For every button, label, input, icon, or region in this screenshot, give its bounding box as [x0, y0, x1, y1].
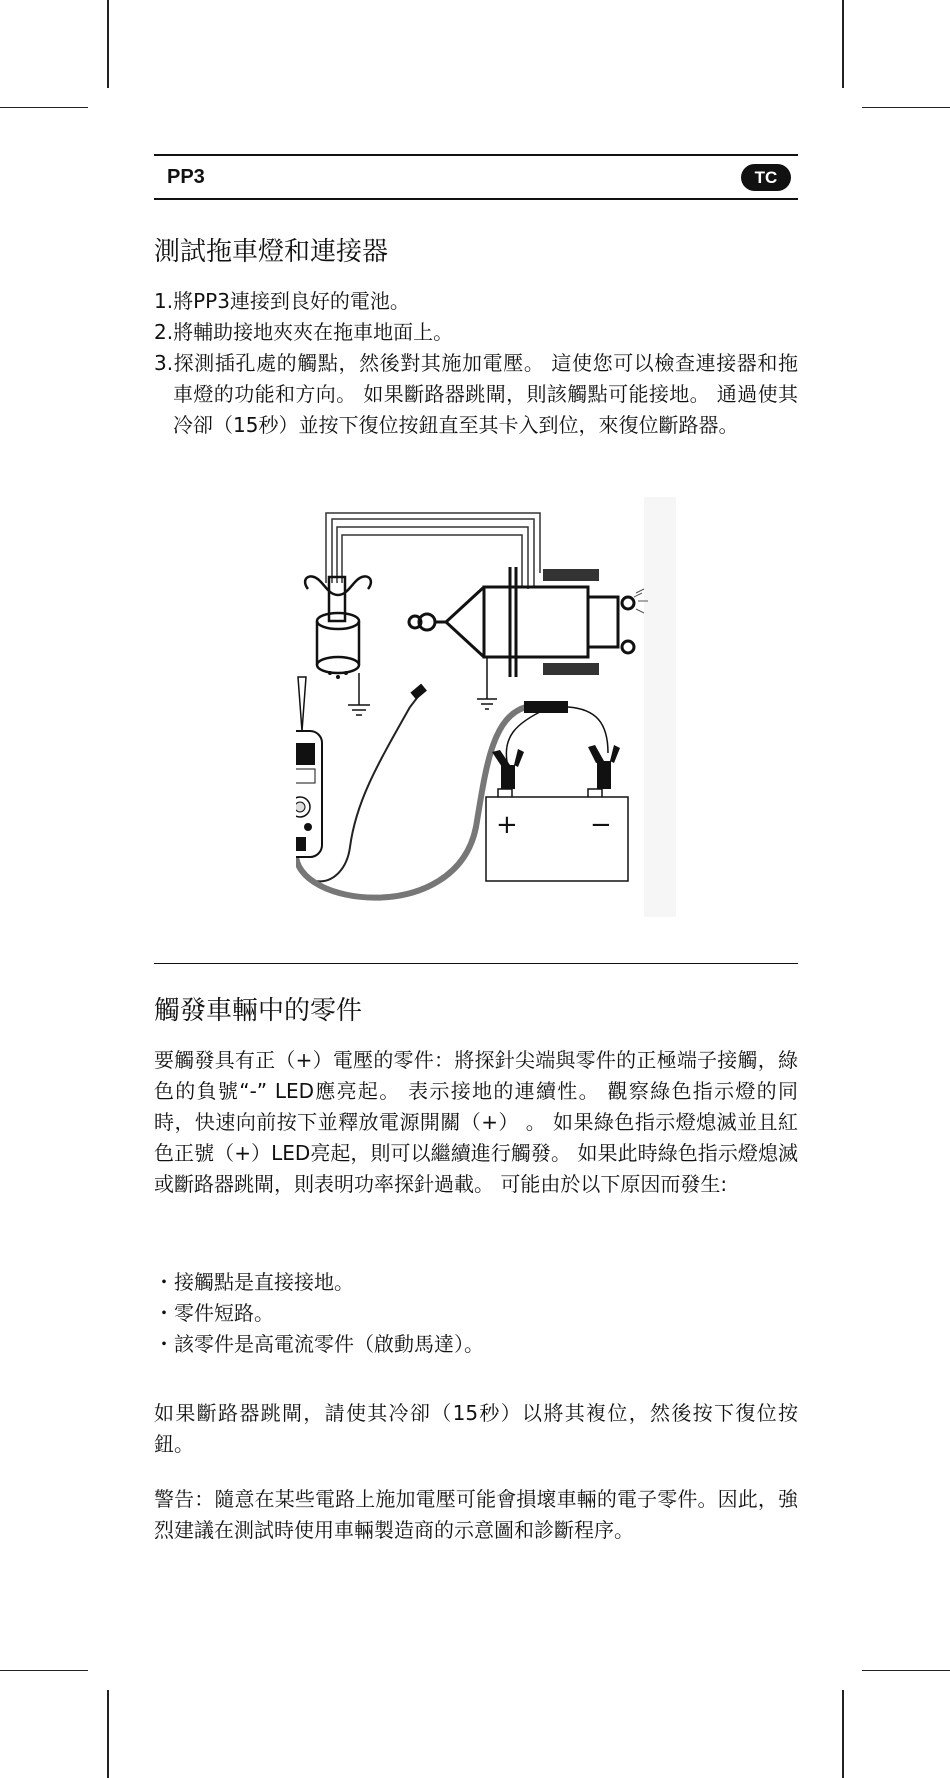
section-title-trigger-parts: 觸發車輛中的零件 [154, 996, 363, 1026]
battery-lead-negative [568, 707, 608, 753]
crop-mark [862, 107, 950, 108]
ground-symbol [348, 673, 370, 715]
reset-note: 如果斷路器跳閘，請使其冷卻（15秒）以將其複位，然後按下復位按鈕。 [154, 1401, 798, 1456]
crop-mark [842, 0, 844, 88]
step-item: 3.探測插孔處的觸點，然後對其施加電壓。 這使您可以檢查連接器和拖車燈的功能和方向。 如果斷路器跳閘，則該觸點可能接地。 通過使其冷卻（15秒）並按下復位按鈕直至其卡入到位，來復位斷路器。 [154, 351, 798, 437]
section-divider [154, 963, 798, 964]
harness-wires [326, 513, 540, 589]
battery-plus-sign: + [496, 810, 518, 840]
section-title-trailer-lights: 測試拖車燈和連接器 [154, 237, 389, 267]
header-bottom-rule [154, 198, 798, 200]
crop-mark [107, 1690, 109, 1778]
probe-power-cable [296, 707, 526, 898]
list-item: ・ 零件短路。 [154, 1298, 484, 1329]
header-top-rule [154, 154, 798, 156]
battery-minus-sign: − [590, 810, 612, 840]
step-item: 2.將輔助接地夾夾在拖車地面上。 [154, 320, 454, 344]
list-item: ・ 接觸點是直接接地。 [154, 1267, 484, 1298]
crop-mark [0, 1670, 88, 1671]
trigger-instructions: 要觸發具有正（+）電壓的零件：將探針尖端與零件的正極端子接觸，綠色的負號“-” LED應亮起。 表示接地的連續性。 觀察綠色指示燈的同時，快速向前按下並釋放電源開關（+） 。 如果綠色指示燈熄滅並且紅色正號（+）LED亮起，則可以繼續進行觸發。 如果此時綠色指示燈熄滅或斷路器跳閘，則表明功率探針過載。 可能由於以下原因而發生: [154, 1048, 798, 1196]
diagram-background [644, 497, 676, 917]
step-item: 1.將PP3連接到良好的電池。 [154, 289, 410, 313]
steps-list [154, 286, 798, 441]
connector-pads [543, 569, 599, 675]
inline-fuse [524, 701, 568, 713]
ground-clip [410, 684, 427, 700]
crop-mark [0, 107, 88, 108]
plug-ground [477, 657, 497, 709]
power-probe-device [296, 677, 322, 857]
causes-list [154, 1267, 484, 1360]
trailer-connector-test-diagram [296, 497, 676, 917]
battery-clamp-positive [492, 749, 524, 789]
crop-mark [862, 1670, 950, 1671]
list-item: ・ 該零件是高電流零件（啟動馬達）。 [154, 1329, 484, 1360]
crop-mark [842, 1690, 844, 1778]
language-badge: TC [741, 164, 791, 191]
model-label: PP3 [167, 166, 205, 188]
battery-clamp-negative [588, 745, 620, 789]
crop-mark [107, 0, 109, 88]
warning-note: 警告：隨意在某些電路上施加電壓可能會損壞車輛的電子零件。因此，強烈建議在測試時使用車輛製造商的示意圖和診斷程序。 [154, 1487, 798, 1542]
trailer-socket [305, 576, 371, 673]
